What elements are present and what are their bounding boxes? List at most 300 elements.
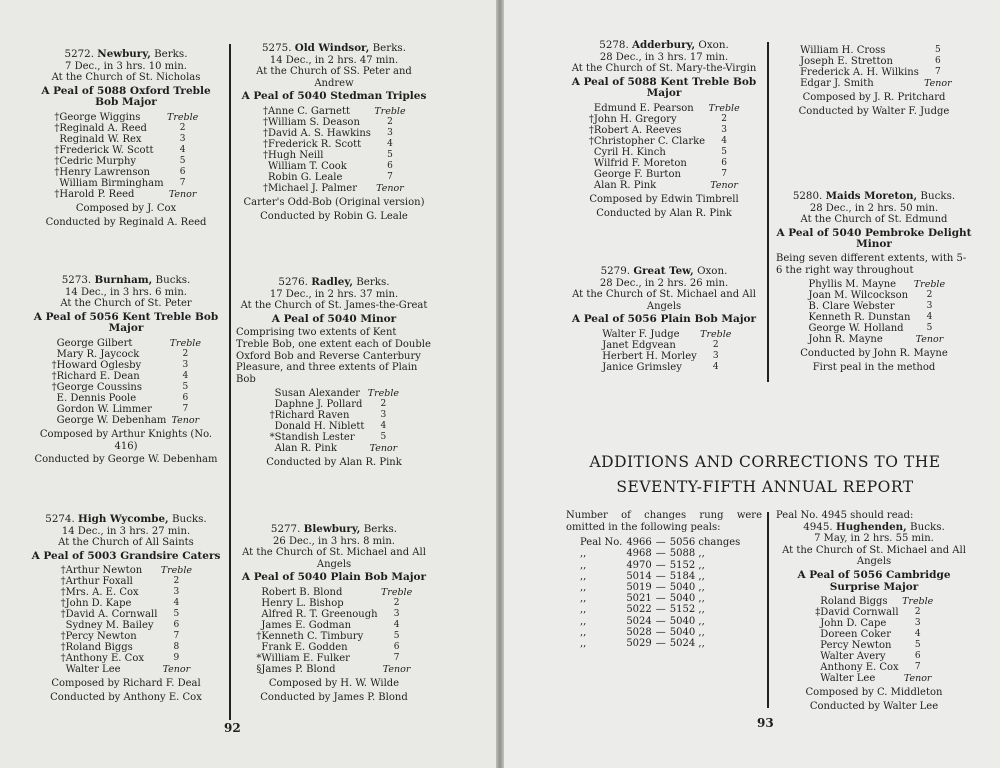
ringer-name: Cyril H. Kinch xyxy=(593,146,666,158)
ringer-position: 2 xyxy=(914,607,921,618)
peal-prefix: ,, xyxy=(580,582,587,593)
additions-title-line1: ADDITIONS AND CORRECTIONS TO THE xyxy=(589,453,941,471)
ringer-position: 7 xyxy=(721,168,727,179)
ringer-name: Michael J. Palmer xyxy=(268,182,357,194)
ringer-mark: § xyxy=(256,663,262,675)
ringer-position: Treble xyxy=(902,596,934,608)
peal-footer-line: Composed by H. W. Wilde xyxy=(268,677,400,689)
peal-prefix: Peal No. xyxy=(580,537,623,549)
ringer-row xyxy=(593,329,735,340)
ringer-position: 6 xyxy=(387,160,393,171)
peal-number: 5273. xyxy=(61,274,92,286)
ringer-name: Robert B. Blond xyxy=(261,586,343,598)
ringer-row xyxy=(585,125,743,136)
peal-changes: 5024 ,, xyxy=(669,638,705,650)
peal-place: Adderbury, xyxy=(632,39,696,51)
book-gutter xyxy=(496,0,504,768)
ringer-name: David A. S. Hawkins xyxy=(268,127,371,139)
ringer-name: Phyllis M. Mayne xyxy=(808,279,897,291)
ringer-mark: † xyxy=(54,166,60,178)
ringer-position: Treble xyxy=(367,388,400,400)
ringer-position: 5 xyxy=(179,155,186,166)
ringer-mark xyxy=(48,393,57,404)
ringer-position: Treble xyxy=(708,102,740,114)
peal-footer-line: Composed by C. Middleton xyxy=(805,687,943,699)
peal-num: 5022 xyxy=(626,604,652,616)
dash: — xyxy=(655,593,666,605)
ringer-name: George F. Burton xyxy=(593,168,681,180)
ringer-row xyxy=(48,393,205,404)
dash: — xyxy=(655,615,666,627)
ringer-mark: † xyxy=(263,116,269,128)
peal-place: Newbury, xyxy=(97,48,151,60)
peal-place: Radley, xyxy=(311,276,353,288)
peal-description: Being seven different extents, with 5-6 the right way throughout xyxy=(776,252,967,276)
ringer-row xyxy=(259,117,409,128)
peal-footer-line: Composed by Richard F. Deal xyxy=(51,678,201,690)
ringer-name: Walter Lee xyxy=(820,673,876,685)
ringer-row xyxy=(252,598,415,609)
omitted-peal-row xyxy=(578,548,742,559)
ringers-list xyxy=(259,106,409,194)
ringer-mark xyxy=(593,340,602,351)
ringer-name: Alfred R. T. Greenough xyxy=(261,608,378,620)
ringer-mark xyxy=(585,103,594,114)
ringer-name: Kenneth R. Dunstan xyxy=(808,312,911,324)
ringer-name: Reginald W. Rex xyxy=(59,133,142,145)
ringer-mark: † xyxy=(60,631,66,643)
ringer-position: 5 xyxy=(182,381,189,392)
ringer-position: Tenor xyxy=(162,664,191,676)
ringer-mark xyxy=(266,399,275,410)
peal-date-time: 28 Dec., in 2 hrs. 26 min. xyxy=(599,277,729,289)
ringer-name: William Birmingham xyxy=(59,177,164,189)
dash: — xyxy=(655,582,666,593)
ringer-mark xyxy=(791,45,800,56)
peal-entry xyxy=(776,522,972,713)
peal-number: 5278. xyxy=(599,39,629,51)
ringer-position: Treble xyxy=(380,586,413,598)
ringer-mark: † xyxy=(588,113,594,125)
dash: — xyxy=(655,626,666,638)
peal-num: 4970 xyxy=(626,559,652,571)
ringer-row xyxy=(57,576,196,587)
ringer-name: B. Clare Webster xyxy=(808,301,895,313)
ringer-name: Joseph E. Stretton xyxy=(800,56,893,67)
ringer-name: Frank E. Godden xyxy=(261,641,348,653)
peal-date-time: 7 Dec., in 3 hrs. 10 min. xyxy=(65,60,187,72)
ringer-position: 2 xyxy=(721,113,727,124)
ringer-row xyxy=(791,78,957,89)
ringer-row xyxy=(252,664,415,675)
peal-changes: 5040 ,, xyxy=(669,593,705,605)
ringer-name: Robert A. Reeves xyxy=(593,124,682,136)
ringer-position: 5 xyxy=(935,45,941,55)
ringers-list xyxy=(593,329,735,373)
ringer-name: Hugh Neill xyxy=(268,149,324,161)
ringer-name: William H. Cross xyxy=(800,45,886,56)
ringer-name: John D. Kape xyxy=(65,598,132,610)
ringer-position: 3 xyxy=(380,410,387,421)
ringer-row xyxy=(57,598,196,609)
peal-footer-line: Composed by Edwin Timbrell xyxy=(589,193,739,205)
ringer-row xyxy=(800,290,949,301)
peal-date-time: 14 Dec., in 3 hrs. 27 min. xyxy=(61,525,191,537)
ringer-row xyxy=(48,338,205,349)
ringer-mark xyxy=(791,78,800,89)
ringer-name: Sydney M. Bailey xyxy=(65,620,154,632)
ringer-name: Cedric Murphy xyxy=(59,155,137,167)
peal-church: At the Church of St. Michael and All Angels xyxy=(782,544,966,568)
ringer-name: George W. Debenham xyxy=(56,414,167,426)
ringer-row xyxy=(57,664,196,675)
peal-county: Bucks. xyxy=(910,520,945,533)
peal-prefix: ,, xyxy=(580,559,587,571)
ringer-position: 3 xyxy=(926,301,933,312)
ringer-row xyxy=(57,642,196,653)
peal-changes: 5088 ,, xyxy=(669,548,705,560)
peal-date-time: 14 Dec., in 2 hrs. 47 min. xyxy=(269,54,399,66)
ringer-row xyxy=(266,388,403,399)
ringer-row xyxy=(593,340,735,351)
peal-num: 5019 xyxy=(626,582,652,593)
ringer-name: Howard Oglesby xyxy=(56,359,142,371)
ringer-row xyxy=(259,106,409,117)
peal-number: 5276. xyxy=(278,276,308,288)
ringer-position: 7 xyxy=(179,177,186,188)
ringer-mark xyxy=(791,56,800,67)
ringer-name: John D. Cape xyxy=(820,618,887,630)
peal-footer-line: Conducted by Walter Lee xyxy=(809,700,939,712)
peal-continuation xyxy=(776,42,972,117)
ringer-mark: † xyxy=(263,138,269,150)
ringer-mark xyxy=(800,334,809,345)
peal-heading xyxy=(28,49,224,61)
ringer-name: William T. Cook xyxy=(268,160,347,172)
ringer-name: George Coussins xyxy=(56,381,143,393)
dash: — xyxy=(655,537,666,549)
ringer-name: Percy Newton xyxy=(820,640,892,652)
peal-heading xyxy=(236,524,432,536)
ringer-name: Percy Newton xyxy=(65,631,137,643)
ringer-position: 7 xyxy=(935,67,941,77)
peal-title: A Peal of 5040 Plain Bob Major xyxy=(241,571,427,584)
ringer-mark xyxy=(585,169,594,180)
peal-place: High Wycombe, xyxy=(78,513,169,525)
ringer-row xyxy=(259,161,409,172)
ringer-row xyxy=(585,180,743,191)
ringer-mark: † xyxy=(54,111,60,123)
peal-heading xyxy=(236,277,432,289)
ringer-name: John R. Mayne xyxy=(808,334,883,346)
ringer-name: Anne C. Garnett xyxy=(268,105,351,117)
ringer-name: Wilfrid F. Moreton xyxy=(593,157,687,169)
ringer-mark xyxy=(266,421,275,432)
peal-entry xyxy=(28,275,224,466)
ringer-position: 9 xyxy=(173,653,180,664)
ringer-position: Tenor xyxy=(168,188,197,200)
ringer-name: David A. Cornwall xyxy=(65,609,158,621)
peal-date-time: 7 May, in 2 hrs. 55 min. xyxy=(814,533,934,545)
ringer-name: James E. Godman xyxy=(261,619,352,631)
ringer-row xyxy=(48,371,205,382)
peal-entry xyxy=(776,191,972,373)
ringer-position: 6 xyxy=(935,56,941,66)
ringer-row xyxy=(593,362,735,373)
ringer-position: 3 xyxy=(182,359,189,370)
omitted-peal-row xyxy=(578,638,742,649)
ringer-name: Richard Raven xyxy=(274,410,350,422)
ringer-name: Reginald A. Reed xyxy=(59,122,147,134)
ringer-mark xyxy=(800,312,809,323)
ringer-name: Mrs. A. E. Cox xyxy=(65,587,139,599)
ringer-position: 2 xyxy=(712,339,719,350)
ringer-name: George W. Holland xyxy=(808,323,904,335)
ringer-position: 2 xyxy=(393,597,400,608)
ringer-position: 3 xyxy=(721,124,727,135)
ringer-name: Walter Lee xyxy=(65,664,121,676)
peal-place: Maids Moreton, xyxy=(825,190,918,202)
ringer-mark: † xyxy=(60,598,66,610)
ringer-row xyxy=(800,334,949,345)
ringer-row xyxy=(266,432,403,443)
ringer-position: 4 xyxy=(712,361,719,372)
peal-footer-line: Conducted by Reginald A. Reed xyxy=(45,216,207,228)
ringer-row xyxy=(57,565,196,576)
ringer-row xyxy=(259,172,409,183)
peal-place: Hughenden, xyxy=(835,520,907,533)
ringer-mark xyxy=(811,673,820,684)
peal-changes: 5152 ,, xyxy=(669,559,705,571)
peal-footer-line: First peal in the method xyxy=(812,361,936,373)
omitted-peal-row xyxy=(578,560,742,571)
ringer-mark xyxy=(259,172,268,183)
ringer-name: Herbert H. Morley xyxy=(602,350,697,362)
peal-heading xyxy=(28,275,224,287)
peal-num: 5029 xyxy=(626,638,652,650)
peal-changes: 5040 ,, xyxy=(669,582,705,593)
ringer-position: 5 xyxy=(926,323,933,334)
peal-county: Bucks. xyxy=(920,190,956,202)
ringer-name: Harold P. Reed xyxy=(59,188,135,200)
ringer-position: Treble xyxy=(913,279,946,291)
ringer-row xyxy=(50,112,201,123)
peal-county: Berks. xyxy=(154,48,188,60)
ringer-name: Doreen Coker xyxy=(820,629,891,641)
peal-prefix: ,, xyxy=(580,638,587,650)
ringer-position: 4 xyxy=(721,135,727,146)
page-number-right: 93 xyxy=(757,716,774,730)
ringer-position: 7 xyxy=(182,403,189,414)
ringer-row xyxy=(48,349,205,360)
ringer-name: Alan R. Pink xyxy=(274,443,337,455)
ringer-row xyxy=(252,620,415,631)
peal-number: 5274. xyxy=(45,513,75,525)
peal-footer-line: Conducted by Alan R. Pink xyxy=(596,207,732,219)
omitted-peal-row xyxy=(578,627,742,638)
peal-entry xyxy=(236,524,432,703)
ringer-name: William E. Fulker xyxy=(261,652,350,664)
column-rule xyxy=(229,44,231,720)
additions-title xyxy=(560,450,970,500)
ringer-row xyxy=(57,631,196,642)
ringer-name: Henry Lawrenson xyxy=(59,166,150,178)
ringer-position: 2 xyxy=(179,122,186,133)
ringer-row xyxy=(50,189,201,200)
ringer-mark xyxy=(585,158,594,169)
ringer-mark: † xyxy=(269,410,275,422)
ringers-list xyxy=(800,279,949,345)
ringer-name: John H. Gregory xyxy=(593,113,677,125)
peal-changes: 5184 ,, xyxy=(669,570,705,582)
ringer-position: 6 xyxy=(179,166,186,177)
ringer-mark: † xyxy=(54,188,60,200)
peal-entry xyxy=(28,49,224,228)
ringer-position: Tenor xyxy=(903,673,932,685)
ringer-name: Christopher C. Clarke xyxy=(593,135,706,147)
ringer-position: 3 xyxy=(914,618,921,629)
ringer-mark: † xyxy=(588,135,594,147)
ringer-row xyxy=(266,410,403,421)
ringer-row xyxy=(48,360,205,371)
peal-date-time: 26 Dec., in 3 hrs. 8 min. xyxy=(273,535,395,547)
peal-description: Comprising two extents of Kent Treble Bob, one extent each of Double Oxford Bob and Reverse Canterbury Pleasure, and three extents of Plain Bob xyxy=(236,327,431,385)
ringer-row xyxy=(252,587,415,598)
ringer-name: Anthony E. Cox xyxy=(65,653,144,665)
ringer-position: 6 xyxy=(173,620,180,631)
ringer-row xyxy=(800,323,949,334)
peal-heading xyxy=(776,522,972,534)
ringer-name: Robin G. Leale xyxy=(268,171,343,183)
peal-entry xyxy=(566,40,762,219)
ringer-position: 8 xyxy=(173,642,180,653)
ringer-mark xyxy=(48,338,57,349)
ringer-row xyxy=(811,618,936,629)
ringer-name: Arthur Newton xyxy=(65,565,143,577)
ringer-mark xyxy=(593,351,602,362)
correction-block xyxy=(776,510,972,712)
peal-date-time: 28 Dec., in 2 hrs. 50 min. xyxy=(809,202,939,214)
peal-title: A Peal of 5056 Plain Bob Major xyxy=(571,313,757,326)
ringer-position: 2 xyxy=(380,399,387,410)
ringer-mark xyxy=(48,404,57,415)
peal-footer-line: Conducted by James P. Blond xyxy=(260,691,408,703)
ringer-name: Mary R. Jaycock xyxy=(56,348,140,360)
ringer-position: 4 xyxy=(914,629,921,640)
peal-date-time: 28 Dec., in 3 hrs. 17 min. xyxy=(599,51,729,63)
ringer-row xyxy=(585,103,743,114)
ringer-mark xyxy=(252,642,261,653)
ringer-name: Joan M. Wilcockson xyxy=(808,290,909,302)
peal-title: A Peal of 5003 Grandsire Caters xyxy=(31,549,221,562)
ringer-mark: † xyxy=(60,587,66,599)
ringers-list xyxy=(48,338,205,426)
peal-prefix: ,, xyxy=(580,593,587,605)
ringer-row xyxy=(585,158,743,169)
ringer-mark: † xyxy=(54,155,60,167)
peal-title: A Peal of 5040 Pembroke Delight Minor xyxy=(776,226,972,251)
peal-footer-line: Conducted by Anthony E. Cox xyxy=(50,691,202,703)
ringer-name: Susan Alexander xyxy=(274,388,361,400)
dash: — xyxy=(655,604,666,616)
omitted-peals-table xyxy=(578,537,742,649)
ringer-position: 3 xyxy=(393,608,400,619)
ringer-name: Daphne J. Pollard xyxy=(274,399,363,411)
ringer-position: 4 xyxy=(179,144,186,155)
ringer-mark: † xyxy=(54,144,60,156)
ringer-mark xyxy=(252,598,261,609)
ringer-mark xyxy=(800,290,809,301)
ringer-mark: * xyxy=(269,432,275,444)
ringer-row xyxy=(57,587,196,598)
ringer-mark: † xyxy=(60,642,66,654)
peal-heading xyxy=(566,266,762,278)
ringer-mark xyxy=(266,443,275,454)
ringers-list xyxy=(585,103,743,191)
ringer-name: Alan R. Pink xyxy=(593,179,657,191)
ringer-position: 6 xyxy=(393,641,400,652)
ringer-name: Kenneth C. Timbury xyxy=(261,630,364,642)
peal-church: At the Church of St. James-the-Great xyxy=(240,300,428,312)
peal-title: A Peal of 5088 Oxford Treble Bob Major xyxy=(41,84,211,109)
ringer-mark xyxy=(57,664,66,675)
ringer-position: 3 xyxy=(173,587,180,598)
ringer-row xyxy=(585,147,743,158)
ringer-mark: † xyxy=(51,381,57,393)
peal-heading xyxy=(566,40,762,52)
ringer-mark xyxy=(800,323,809,334)
peal-number: 5272. xyxy=(64,48,94,60)
ringer-name: Richard E. Dean xyxy=(56,370,140,382)
ringer-mark xyxy=(252,587,261,598)
peal-title: A Peal of 5040 Stedman Triples xyxy=(241,90,427,103)
ringer-mark: † xyxy=(256,630,262,642)
peal-heading xyxy=(28,514,224,526)
ringer-row xyxy=(811,662,936,673)
ringer-position: Treble xyxy=(167,111,199,123)
ringer-name: George Gilbert xyxy=(56,337,133,349)
ringer-name: David Cornwall xyxy=(820,607,899,619)
ringer-mark xyxy=(811,651,820,662)
dash: — xyxy=(655,570,666,582)
ringer-row xyxy=(811,596,936,607)
ringer-row xyxy=(259,128,409,139)
ringer-position: Treble xyxy=(700,328,732,340)
ringer-position: 4 xyxy=(926,312,933,323)
ringer-row xyxy=(585,136,743,147)
peal-heading xyxy=(776,191,972,203)
peal-county: Oxon. xyxy=(697,265,728,277)
peal-county: Bucks. xyxy=(171,513,207,525)
ringer-row xyxy=(800,301,949,312)
ringer-name: Edmund E. Pearson xyxy=(593,102,694,114)
peal-title: A Peal of 5056 Cambridge Surprise Major xyxy=(797,568,951,593)
peal-footer-line: Composed by J. Cox xyxy=(75,202,177,214)
peal-number: 4945. xyxy=(803,520,833,533)
peal-county: Oxon. xyxy=(698,39,729,51)
peal-footer-line: Conducted by Alan R. Pink xyxy=(266,457,402,469)
ringer-row xyxy=(585,114,743,125)
ringer-position: 4 xyxy=(393,619,400,630)
ringer-position: Treble xyxy=(169,337,201,349)
ringer-row xyxy=(811,607,936,618)
ringer-row xyxy=(259,183,409,194)
peal-title: A Peal of 5088 Kent Treble Bob Major xyxy=(571,75,757,100)
ringer-mark: * xyxy=(256,652,262,664)
ringer-position: 6 xyxy=(721,157,727,168)
ringer-row xyxy=(811,651,936,662)
peal-changes: 5152 ,, xyxy=(669,604,705,616)
